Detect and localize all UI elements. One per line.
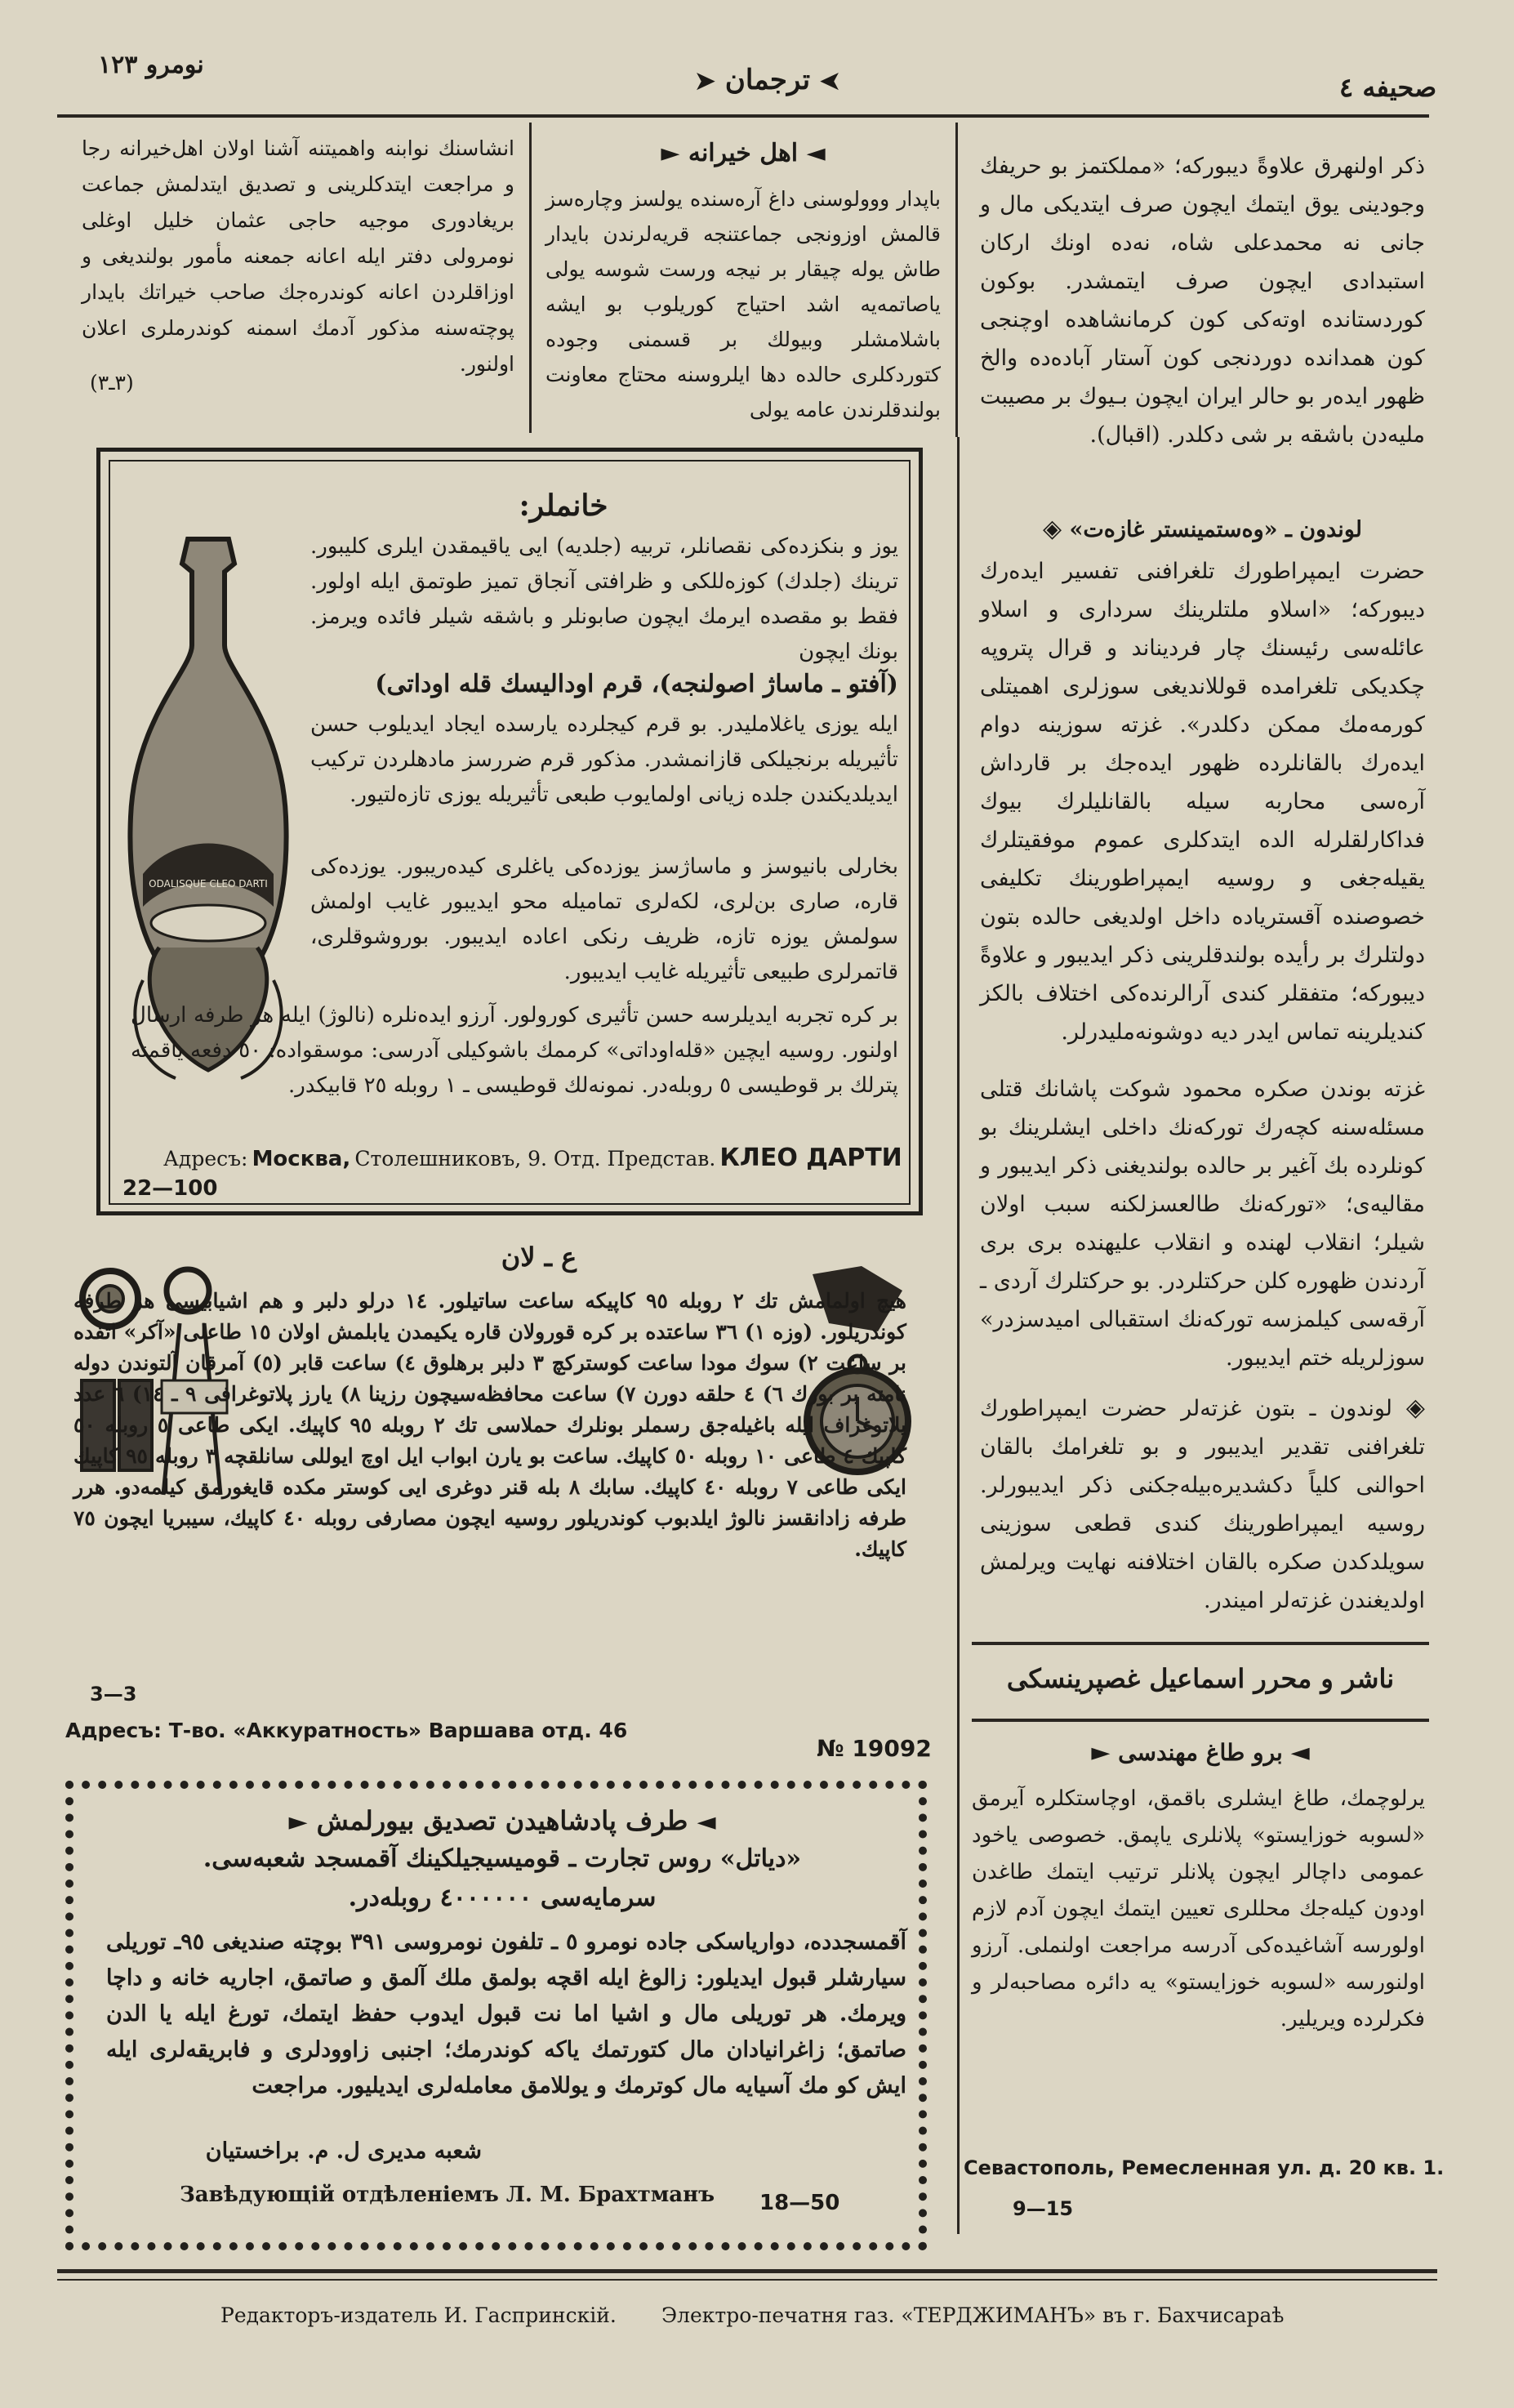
bottle-label: ODALISQUE CLEO DARTI <box>149 878 268 890</box>
middle-column-text: باپدار ووولوسنى داغ آره‌سنده يولسز وچاره‌سز قالمش اوزونجى جماعتنجه قريه‌لرندن بايدار طاش يوله چيقار بر نيجه ورست شوسه يولى ياصاتمه‌يه اشد احتياج كوريلوب بو ايشه باشلامشلر وبيولك بر قسمنى وجوده كتوردكلرى حالده دها ايلروسنه محتاج معاونت بولندقلرندن عامه يولى <box>545 187 941 421</box>
right-column-paragraph-1: ذكر اولنهرق علاوة‌ً ديبوركه؛ «مملكتمز بو حريفك وجودينى يوق ايتمك ايچون صرف ايتديكى مال و جانى نه محمدعلى شاه، نه‌ده اونك اركان استبدادى ايچون صرف ايتمشدر. بوكون كوردستانده اوته‌كى كون كرمانشاهده اوچنجى كون همدانده دوردنجى كون آستار آباده‌ده والخ ظهور ايده‌ر بو حالر ايران ايچون بـيوك بر مصيبت مليه‌دن باشقه بر شى دكلدر. (اقبال). <box>980 154 1425 448</box>
cream-ad-address-label: Адресъ: <box>163 1147 248 1171</box>
cream-ad-brand-name: КЛЕО ДАРТИ <box>719 1144 902 1172</box>
right-column-heading-1-text: لوندون ـ «وه‌ستمينستر غازه‌ت» <box>1069 517 1362 542</box>
page-number: صحيفه ٤ <box>1339 72 1437 103</box>
cream-ad-address-street: Столешниковъ, 9. Отд. Представ. <box>354 1147 716 1171</box>
cream-ad-brand: (آفتو ـ ماساژ اصولنجه)، قرم اوداليسك قله اوداتى) <box>375 670 898 698</box>
middle-column-heading <box>547 139 939 167</box>
header-rule <box>57 114 1429 118</box>
publisher-bottom-rule <box>972 1719 1429 1722</box>
ornament-icon: ◄ <box>1290 1738 1310 1767</box>
footer-press: Электро-печатня газ. «ТЕРДЖИМАНЪ» въ г. Бахчисараѣ <box>661 2303 1285 2327</box>
cream-ad-number: 22—100 <box>122 1176 218 1201</box>
bank-ad-ru-signature: Завѣдующій отдѣленіемъ Л. М. Брахтманъ <box>180 2183 715 2207</box>
ornament-icon: ◄ <box>806 139 826 167</box>
cream-ad-paragraph-1: يوز و بنكزده‌كى نقصانلر، تربيه (جلديه) ايى ياقيمقدن ايلرى كليبور. ترينك (جلدك) كوزه‌للكى و ظرافتى آنجاق تميز طوتمق ايله اولور. فقط بو مقصده ايرمك ايچون صابونلر و باشقه شيلر فائده ويرمز. بونك ايچون <box>310 534 898 664</box>
cream-ad-address-city: Москва, <box>252 1147 351 1171</box>
cream-ad-address <box>163 1144 902 1172</box>
right-column-heading-1 <box>980 515 1425 543</box>
ornament-icon: ► <box>1091 1738 1111 1767</box>
diamond-ornament-icon: ◈ <box>1042 515 1062 543</box>
engineer-ad-number: 9—15 <box>1013 2197 1074 2220</box>
bank-ad-number: 18—50 <box>759 2191 840 2215</box>
issue-number: نومرو ١٢٣ <box>98 51 204 79</box>
footer-rule-bottom <box>57 2279 1437 2281</box>
cream-ad-title: خانملر: <box>519 488 608 523</box>
cream-ad-paragraph-4: بر كره تجربه ايديلرسه حسن تأثيرى كورولور. آرزو ايده‌نلره (نالوژ) ايله هر طرفه ارسال اولنور. روسيه ايچين «قله‌اوداتى» كرممك باشوكيلى آدرسى: موسقواده: ٥٠ دفعه ياقمنه پترلك بر قوطيسى ٥ روبله‌در. نمونه‌لك قوطيسى ـ ١ روبله ٢٥ قابيكدر. <box>131 1003 899 1098</box>
left-column-text: انشاسنك نوابنه واهميتنه آشنا اولان اهل‌خيرانه رجا و مراجعت ايتدكلرينى و تصديق ايتدلمش جماعت بريغادورى موجيه حاجى عثمان خليل اوغلى نومرولى دفتر ايله اعانه جمعنه مأمور بولنديغى و اوزاقلردن اعانه كوندره‌جك صاحب خيراتك بايدار پوچته‌سنه مذكور آدمك اسمنه كوندرملرى اعلان اولنور. <box>82 136 514 376</box>
middle-column-heading-text: اهل خيرانه <box>688 139 799 167</box>
column-divider-right <box>957 437 960 2234</box>
bank-ad-text: آقمسجدده، دوارياسكى جاده نومرو ٥ ـ تلفون نومروسى ٣٩١ بوچته صنديغى ٩٥ـ توريلى سيارشلر قبول ايديلور: زالوغ ايله اقچه بولمق ملك آلمق و صاتمق، اجاريه خانه و داچا ويرمك. هر توريلى مال و اشيا اما نت قبول ايدوب حفظ ايتمك، تورغ ايله يا الدن صاتمق؛ زاغرانيادان مال كتورتمك ياكه كوندرمك؛ اجنبى زاوودلرى و فابريقه‌لرى ايله ايش كو مك آسيايه مال كوترمك و يوللامق معامله‌لرى ايديليور. مراجعت <box>106 1929 906 2098</box>
bank-ad-title <box>98 1805 906 1836</box>
ornament-right-icon: ➤ <box>819 67 841 96</box>
ornament-left-icon: ➤ <box>694 67 716 96</box>
watch-ad-number-left: 3—3 <box>90 1683 137 1706</box>
bank-ad-signature: شعبه مديرى ل. م. براخستيان <box>205 2138 482 2164</box>
bank-ad-line-1: «دياتل» روس تجارت ـ قوميسيجيلكينك آقمسجد شعبه‌سى. <box>203 1844 802 1873</box>
publisher-line: ناشر و محرر اسماعيل غصپرينسكى <box>1006 1663 1395 1694</box>
bank-ad-title-text: طرف پادشاهيدن تصديق بيورلمش <box>316 1805 688 1836</box>
ornament-icon: ◄ <box>697 1808 716 1836</box>
watch-ad-title: ع ـ لان <box>501 1242 577 1273</box>
masthead-title <box>686 64 849 96</box>
engineer-ad-heading <box>972 1738 1429 1767</box>
ornament-icon: ► <box>288 1808 308 1836</box>
footer-rule-top <box>57 2269 1437 2273</box>
watch-ad-address: Адресъ: Т-во. «Аккуратность» Варшава отд. 46 <box>65 1719 628 1742</box>
engineer-ad-heading-text: برو طاغ مهندسى <box>1118 1739 1283 1766</box>
engineer-ad-text: يرلوچمك، طاغ ايشلرى باقمق، اوچاستكلره آيرمق «لسوبه خوزايستو» پلانلرى ياپمق. خصوصى ياخود عمومى داچالر ايچون پلانلر ترتيب ايتمك طاغدن اودون كيله‌جك محللرى تعيين ايتمك ايچون آدم لازم اولورسه آشاغيده‌كى آدرسه مراجعت اولنملى. آرزو اولنورسه «لسوبه خوزايستو» يه دائره مصاحبه‌لر و فكرلرده ويريلير. <box>972 1786 1425 2031</box>
masthead-title-text: ترجمان <box>724 64 811 96</box>
footer-editor: Редакторъ-издатель И. Гаспринскій. <box>220 2303 617 2327</box>
cream-ad-paragraph-2: ايله يوزى ياغلامليدر. بو قرم كيجلرده يارسده ايجاد ايديلوب حسن تأثيريله برنجيلكى قازانمشدر. مذكور قرم ضررسز مادهلردن تركيب ايديلديكندن جلده زيانى اولمايوب طبعى تأثيريله يوزى تازه‌لتيور. <box>310 712 898 807</box>
right-column-paragraph-3: غزته بوندن صكره محمود شوكت پاشانك قتلى مسئله‌سنه كچه‌رك توركه‌نك داخلى ايشلرينك بو كونلرده بك آغير بر حالده بولنديغنى ذكر ايديبور و مقاليه‌ى؛ «توركه‌نك طالعسزلكنه سبب اولان شيلر؛ انقلاب لهنده و انقلاب عليهنده برى برى آردندن ظهوره كلن حركتلردر. بو حركتلرك آردى ـ آرقه‌سى كيلمزسه توركه‌نك استقبالى اميدسزدر» سوزلريله ختم ايديبور. <box>980 1077 1425 1371</box>
watch-ad-number-right: № 19092 <box>817 1735 932 1762</box>
ornament-icon: ► <box>661 139 680 167</box>
bank-ad-line-2: سرمايه‌سى ٤٠٠٠٠٠٠ روبله‌در. <box>348 1884 657 1912</box>
diamond-ornament-icon: ◈ <box>1405 1394 1425 1422</box>
publisher-top-rule <box>972 1642 1429 1645</box>
engineer-ad-address: Севастополь, Ремесленная ул. д. 20 кв. 1. <box>964 2156 1445 2179</box>
right-column-paragraph-2: حضرت ايمپراطورك تلغرافنى تفسير ايده‌رك ديبوركه؛ «اسلاو ملتلرينك سردارى و اسلاو عائله‌سى رئيسنك چار فرديناند و قرال پتروپه چكديكى تلغرامده قوللانديغى سوزلرى اهميتلى كورمه‌مك ممكن دكلدر». غزته سوزينه دوام ايده‌رك بالقانلرده ظهور ايده‌جك بر قارداش آره‌سى محاربه سيله بالقانليلرك بيوك فداكارلقلرله الده ايتدكلرى عموم موفقيتلرك يقيله‌جغى و روسيه ايمپراطورينك تكليفى خصوصنده آقسترياده داخل اولديغى حالده بتون دولتلرك بر رأيده بولندقلرينى ذكر ايديبور و علاوة‌ً ديبوركه؛ متفقلر كندى آرالرنده‌كى اختلاف بالكز كنديلرينه تماس ايدر ديه دوشونه‌مليدرلر. <box>980 559 1425 1045</box>
right-column-paragraph-4-text: لوندون ـ بتون غزته‌لر حضرت ايمپراطورك تلغرافنى تقدير ايديبور و بو تلغرامك بالقان احوالنى كلياً دكشديره‌بيله‌جكنى ذكر ايديبورلر. روسيه ايمپراطورينك كندى قطعى سوزينى سويلدكدن صكره بالقان اختلافنه نهايت ويرلمش اولديغندن غزته‌لر اميندر. <box>980 1396 1425 1613</box>
watch-ad-text: هيچ اولمامش تك ٢ روبله ٩٥ كاپيكه ساعت ساتيلور. ١٤ درلو دلبر و هم اشيابيسى هر طرفه كوندريلور. (وزه ١) ٣٦ ساعتده بر كره قورولان قاره يكيمدن يابلمش اولان ١٥ طاعلى «آكر» اتفده بر ساعت ٢) سوك مودا ساعت كوستركچ ٣ دلبر برهلوق ٤) ساعت قابر (٥) آمرقان آلتوندن دوله نامته بر بورك ٦) ٤ حلقه دورن ٧) ساعت محافظه‌سيچون رزينا ٨) يارز پلاتوغرافى ٩ ـ ١٤) ٦ عدد يلاتوغراف ايله باغيله‌جق رسملر بونلرك حملاسى تك ٢ روبله ٩٥ كاپيك. ايكى طاعى ٥ روبله ٥٠ كاپيك ٤ طاعى ١٠ روبله ٥٠ كاپيك. ساعت بو يارن ابواب ايل اوچ ايوللى سانلقچه ٣ روبله ٩٥ كاپيك ايكى طاعى ٧ روبله ٤٠ كاپيك. سابك ٨ بله قنر دوغرى ايى كوستر مكده قايغورمق كيلمه‌دو. هرر طرفه زادانقسز نالوژ ايلدبوب كوندريلور روسيه ايچون مصارفى روبله ٤٠ كاپيك، سيبريا ايچون ٧٥ كاپيك. <box>73 1289 907 1561</box>
cream-ad-paragraph-3: بخارلى بانيوسز و ماساژسز يوزده‌كى ياغلرى كيده‌ريبور. يوزده‌كى قاره، صارى بن‌لرى، لكه‌لرى تماميله محو ايديبور غايب اولمش سولمش يوزه تازه، ظريف رنكى اعاده ايديبور. بوروشوقلرى، قاتمرلرى طبيعى تأثيريله غايب ايديبور. <box>310 854 898 984</box>
column-divider-2 <box>955 123 958 437</box>
column-divider-1 <box>529 123 532 433</box>
left-column-number: (٣ـ٣) <box>90 371 134 395</box>
right-column-paragraph-4 <box>980 1389 1425 1620</box>
